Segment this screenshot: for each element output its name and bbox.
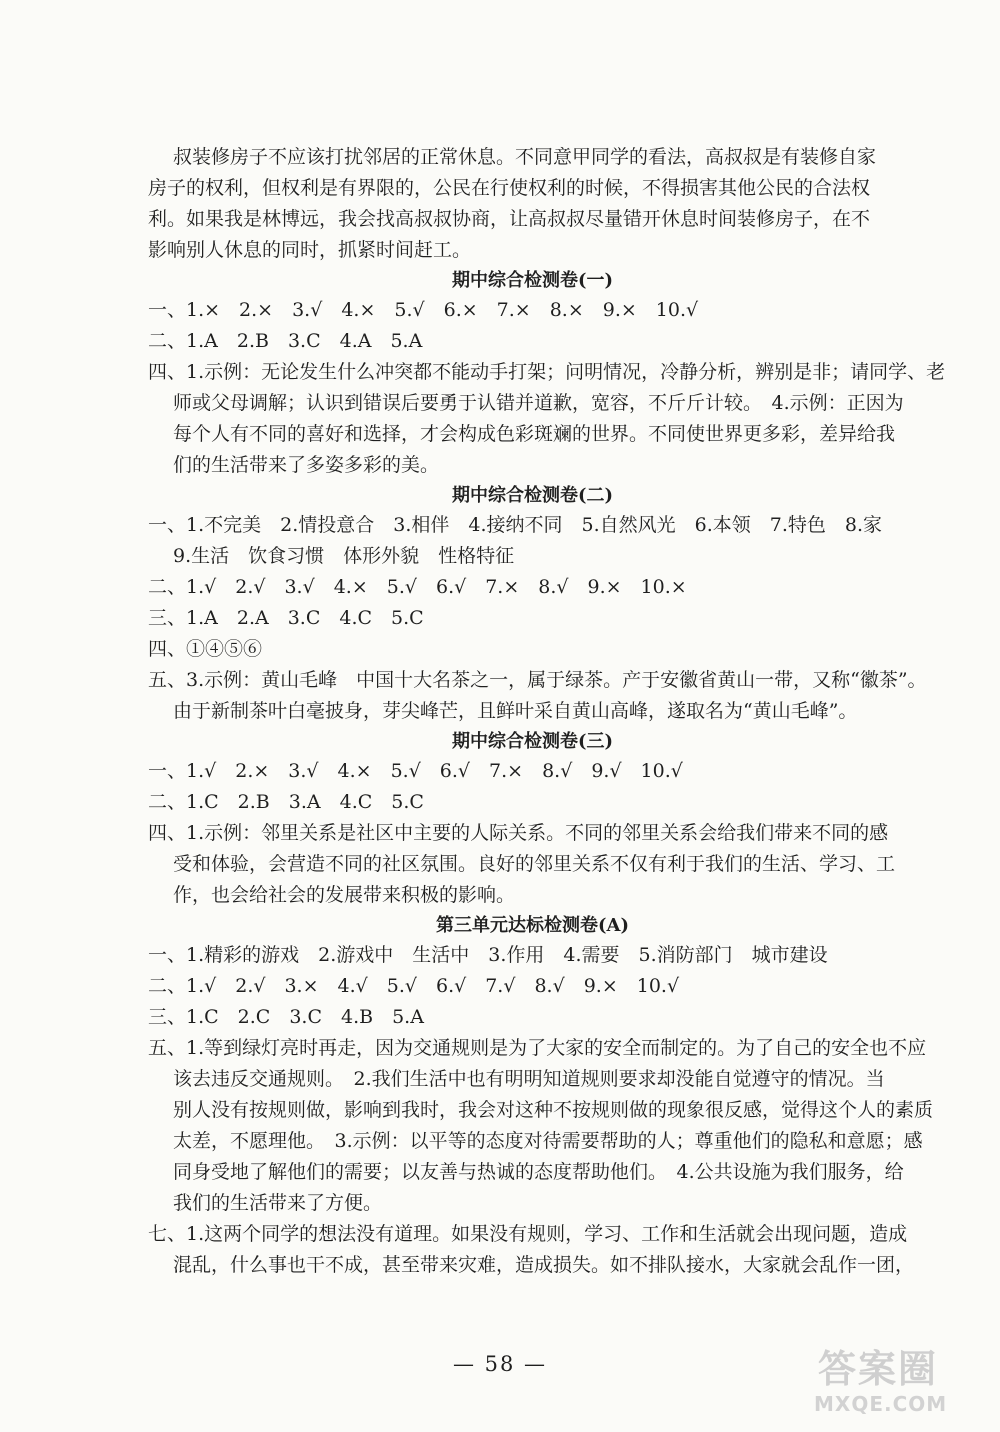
page-number: — 58 —: [452, 1352, 548, 1376]
text-line: 四、1.示例：邻里关系是社区中主要的人际关系。不同的邻里关系会给我们带来不同的感: [148, 822, 889, 844]
section-title: 期中综合检测卷(三): [451, 731, 614, 752]
text-line: 三、1.C 2.C 3.C 4.B 5.A: [148, 1006, 424, 1028]
text-line: 一、1.不完美 2.情投意合 3.相伴 4.接纳不同 5.自然风光 6.本领 7.特色 8.家: [148, 514, 883, 536]
text-line: 同身受地了解他们的需要；以友善与热诚的态度帮助他们。 4.公共设施为我们服务，给: [173, 1161, 904, 1183]
text-line: 该去违反交通规则。 2.我们生活中也有明明知道规则要求却没能自觉遵守的情况。当: [173, 1068, 885, 1090]
text-line: 二、1.√ 2.√ 3.√ 4.× 5.√ 6.√ 7.× 8.√ 9.× 10.×: [148, 576, 687, 598]
text-line: 每个人有不同的喜好和选择，才会构成色彩斑斓的世界。不同使世界更多彩，差异给我: [173, 423, 896, 445]
text-line: 五、3.示例：黄山毛峰 中国十大名茶之一，属于绿茶。产于安徽省黄山一带，又称“徽茶”。: [148, 669, 927, 691]
text-line: 我们的生活带来了方便。: [173, 1192, 383, 1214]
text-line: 太差，不愿理他。 3.示例：以平等的态度对待需要帮助的人；尊重他们的隐私和意愿；感: [173, 1130, 923, 1152]
text-line: 房子的权利，但权利是有界限的，公民在行使权利的时候，不得损害其他公民的合法权: [148, 177, 871, 199]
text-line: 由于新制茶叶白毫披身，芽尖峰芒，且鲜叶采自黄山高峰，遂取名为“黄山毛峰”。: [173, 700, 858, 722]
document-body: [148, 142, 946, 1281]
text-line: 一、1.精彩的游戏 2.游戏中 生活中 3.作用 4.需要 5.消防部门 城市建设: [148, 944, 828, 966]
text-line: 五、1.等到绿灯亮时再走，因为交通规则是为了大家的安全而制定的。为了自己的安全也不应: [148, 1037, 927, 1059]
text-line: 七、1.这两个同学的想法没有道理。如果没有规则，学习、工作和生活就会出现问题，造成: [148, 1223, 908, 1245]
text-line: 们的生活带来了多姿多彩的美。: [173, 454, 440, 476]
text-line: 一、1.× 2.× 3.√ 4.× 5.√ 6.× 7.× 8.× 9.× 10.√: [148, 299, 699, 321]
section-title: 期中综合检测卷(二): [451, 485, 614, 506]
text-line: 受和体验，会营造不同的社区氛围。良好的邻里关系不仅有利于我们的生活、学习、工: [173, 853, 896, 875]
text-line: 作，也会给社会的发展带来积极的影响。: [173, 884, 516, 906]
text-line: 别人没有按规则做，影响到我时，我会对这种不按规则做的现象很反感，觉得这个人的素质: [173, 1099, 934, 1121]
text-line: 三、1.A 2.A 3.C 4.C 5.C: [148, 607, 424, 629]
text-line: 9.生活 饮食习惯 体形外貌 性格特征: [173, 545, 515, 567]
text-line: 二、1.A 2.B 3.C 4.A 5.A: [148, 330, 423, 352]
text-line: 二、1.C 2.B 3.A 4.C 5.C: [148, 791, 424, 813]
watermark-url: MXQE.COM: [814, 1392, 948, 1416]
text-line: 叔装修房子不应该打扰邻居的正常休息。不同意甲同学的看法，高叔叔是有装修自家: [173, 146, 877, 168]
text-line: 四、1.示例：无论发生什么冲突都不能动手打架；问明情况，冷静分析，辨别是非；请同学、老: [148, 361, 946, 383]
text-line: 四、①④⑤⑥: [148, 638, 263, 660]
section-title: 期中综合检测卷(一): [451, 270, 614, 291]
section-title: 第三单元达标检测卷(A): [436, 915, 629, 936]
watermark-logo: [798, 1338, 988, 1424]
text-line: 影响别人休息的同时，抓紧时间赶工。: [148, 239, 472, 261]
text-line: 师或父母调解；认识到错误后要勇于认错并道歉，宽容，不斤斤计较。 4.示例：正因为: [173, 392, 904, 414]
watermark-title: 答案圈: [818, 1347, 939, 1391]
text-line: 二、1.√ 2.√ 3.× 4.√ 5.√ 6.√ 7.√ 8.√ 9.× 10.√: [148, 975, 680, 997]
text-line: 一、1.√ 2.× 3.√ 4.× 5.√ 6.√ 7.× 8.√ 9.√ 10.√: [148, 760, 683, 782]
text-line: 混乱，什么事也干不成，甚至带来灾难，造成损失。如不排队接水，大家就会乱作一团，: [173, 1254, 915, 1276]
text-line: 利。如果我是林博远，我会找高叔叔协商，让高叔叔尽量错开休息时间装修房子，在不: [148, 208, 871, 230]
